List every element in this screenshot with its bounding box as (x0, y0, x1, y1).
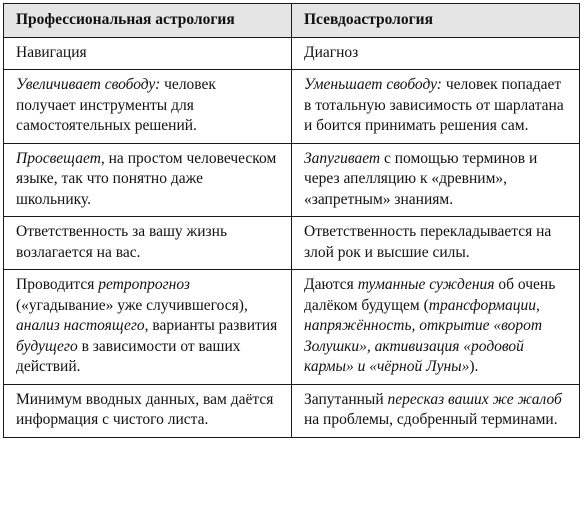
text-segment: Даются (304, 276, 358, 293)
italic-text-segment: туманные суждения (357, 276, 495, 293)
cell-text (16, 149, 279, 211)
cell-text (304, 390, 567, 431)
italic-text-segment: ретропрогноз (98, 276, 190, 293)
text-segment: ). (469, 358, 479, 375)
cell-text (304, 275, 567, 378)
table-row (4, 270, 580, 385)
cell-text (16, 390, 279, 431)
text-segment: , варианты развития (144, 317, 278, 334)
text-segment: Запутанный (304, 390, 388, 408)
italic-text-segment: Увеличивает свободу: (16, 76, 161, 93)
table-cell-professional (4, 37, 292, 70)
header-professional-astrology: Профессиональная астрология (4, 4, 292, 38)
table-row (4, 384, 580, 437)
italic-text-segment: будущего (16, 337, 78, 355)
italic-text-segment: трансформации, напряжённость, открытие «ворот Золушки», активизация «родовой кармы» и «чёрной Луны» (304, 296, 543, 375)
table-cell-pseudo (292, 143, 580, 217)
text-segment: Минимум вводных данных, вам даётся информация с чистого листа. (16, 390, 274, 428)
table-row (4, 70, 580, 144)
table-cell-pseudo (292, 384, 580, 437)
table-cell-professional (4, 70, 292, 144)
header-pseudo-astrology: Псевдоастрология (292, 4, 580, 38)
table-cell-professional (4, 384, 292, 437)
text-segment: Проводится (16, 276, 99, 293)
text-segment: с помощью терминов и через апелляцию к «древним», «запретным» знаниям. (304, 149, 538, 208)
comparison-table (3, 3, 580, 438)
text-segment: Навигация (16, 43, 87, 61)
table-cell-professional (4, 270, 292, 385)
table-cell-professional (4, 143, 292, 217)
text-segment: Диагноз (304, 43, 359, 61)
text-segment: Ответственность за вашу жизнь возлагается на вас. (16, 223, 228, 261)
table-body (4, 37, 580, 437)
italic-text-segment: пересказ ваших же жалоб (387, 390, 562, 408)
cell-text (16, 75, 279, 137)
cell-text (304, 43, 567, 64)
comparison-table-container (3, 3, 579, 438)
table-cell-professional (4, 217, 292, 270)
cell-text (304, 149, 567, 211)
table-cell-pseudo (292, 70, 580, 144)
table-cell-pseudo (292, 270, 580, 385)
italic-text-segment: анализ настоящего (16, 317, 145, 334)
header-row (4, 4, 580, 38)
italic-text-segment: Уменьшает свободу: (304, 76, 442, 93)
table-row (4, 37, 580, 70)
cell-text (304, 222, 567, 263)
text-segment: Ответственность перекладывается на злой рок и высшие силы. (304, 223, 552, 261)
italic-text-segment: Просвещает (16, 149, 101, 167)
table-row (4, 217, 580, 270)
text-segment: («угадывание» уже случившегося), (16, 296, 248, 314)
table-cell-pseudo (292, 217, 580, 270)
cell-text (16, 222, 279, 263)
cell-text (16, 275, 279, 378)
table-cell-pseudo (292, 37, 580, 70)
text-segment: в зависимости от ваших действий. (16, 337, 241, 375)
text-segment: человек получает инструменты для самостоятельных решений. (16, 76, 216, 134)
italic-text-segment: Запугивает (304, 149, 381, 167)
text-segment: на проблемы, сдобренный терминами. (304, 411, 558, 428)
cell-text (304, 75, 567, 137)
text-segment: об очень далёком будущем ( (304, 276, 556, 314)
cell-text (16, 43, 279, 64)
text-segment: , на простом человеческом языке, так что понятно даже школьнику. (16, 149, 277, 208)
table-row (4, 143, 580, 217)
text-segment: человек попадает в тотальную зависимость от шарлатана и боится принимать решения сам. (304, 76, 564, 134)
